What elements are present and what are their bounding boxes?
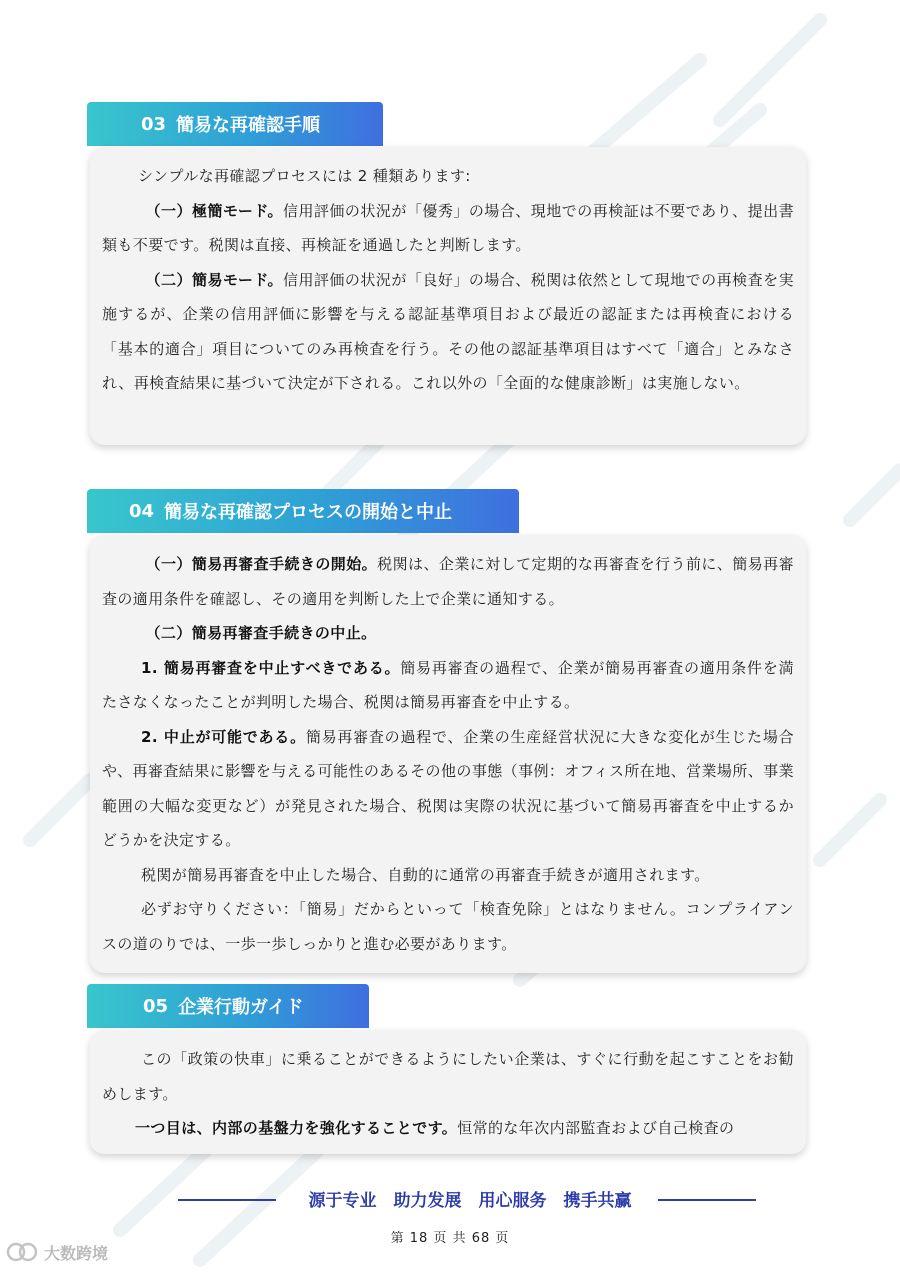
paragraph-text: 信用評価の状況が「良好」の場合、税関は依然として現地での再検査を実施するが、企業の信用評価に影響を与える認証基準項目および最近の認証または再検査における「基本的適合」項目についてのみ再検査を行う。その他の認証基準項目はすべて「適合」とみなされ、再検査結果に基づいて決定が下される。これ以外の「全面的な健康診断」は実施しない。 xyxy=(102,270,794,392)
paragraph-text: 簡易再審査の過程で、企業が簡易再審査の適用条件を満たさなくなったことが判明した場合、税関は簡易再審査を中止する。 xyxy=(102,658,795,711)
section-header-05 xyxy=(87,984,369,1028)
section-title: 簡易な再確認プロセスの開始と中止 xyxy=(164,502,453,523)
brand-logo-icon xyxy=(6,1240,40,1264)
paragraph-bold: （一）簡易再審査手続きの開始。 xyxy=(145,555,378,573)
paragraph xyxy=(102,1111,794,1146)
section-title: 企業行動ガイド xyxy=(178,997,304,1018)
footer-slogan: 源于专业 助力发展 用心服务 携手共赢 xyxy=(308,1191,632,1211)
paragraph-bold: （二）簡易再審査手続きの中止。 xyxy=(145,624,377,642)
paragraph-text: 必ずお守りください：「簡易」だからといって「検査免除」とはなりません。コンプライアンスの道のりでは、一歩一歩しっかりと進む必要があります。 xyxy=(102,900,794,953)
brand-logo xyxy=(6,1240,108,1264)
section-title: 簡易な再確認手順 xyxy=(176,115,321,136)
paragraph xyxy=(102,194,794,263)
paragraph-text: 税関は、企業に対して定期的な再審査を行う前に、簡易再審査の適用条件を確認し、その適用を判断した上で企業に通知する。 xyxy=(102,555,794,608)
footer-rule-right xyxy=(658,1199,756,1201)
paragraph-bold: 2. 中止が可能である。 xyxy=(141,727,306,746)
paragraph xyxy=(102,892,794,961)
paragraph xyxy=(102,858,794,893)
paragraph xyxy=(102,547,794,616)
section-card-03 xyxy=(90,147,806,445)
paragraph-bold: 一つ目は、内部の基盤力を強化することです。 xyxy=(135,1119,458,1137)
section-card-05 xyxy=(90,1030,806,1154)
paragraph xyxy=(102,616,794,651)
section-header-04 xyxy=(87,489,519,533)
paragraph-text: 信用評価の状況が「優秀」の場合、現地での再検証は不要であり、提出書類も不要です。税関は直接、再検証を通過したと判断します。 xyxy=(102,201,794,254)
page-number: 第 18 页 共 68 页 xyxy=(390,1231,510,1246)
paragraph-text: この「政策の快車」に乗ることができるようにしたい企業は、すぐに行動を起こすことをお勧めします。 xyxy=(102,1050,794,1103)
brand-logo-text: 大数跨境 xyxy=(44,1243,109,1263)
paragraph xyxy=(102,720,794,858)
paragraph-bold: （一）極簡モード。 xyxy=(145,201,283,220)
section-card-04 xyxy=(90,535,806,973)
paragraph-text: 恒常的な年次内部監査および自己検査の xyxy=(457,1119,735,1137)
section-number: 05 xyxy=(143,995,169,1017)
paragraph-text: シンプルな再確認プロセスには 2 種類あります: xyxy=(138,167,471,185)
paragraph-text: 税関が簡易再審査を中止した場合、自動的に通常の再審査手続きが適用されます。 xyxy=(141,865,710,884)
paragraph xyxy=(102,651,794,720)
paragraph xyxy=(102,263,794,401)
section-header-03 xyxy=(87,102,383,146)
paragraph-text: 簡易再審査の過程で、企業の生産経営状況に大きな変化が生じた場合や、再審査結果に影響を与える可能性のあるその他の事態（事例：オフィス所在地、営業場所、事業範囲の大幅な変更など）が発見された場合、税関は実際の状況に基づいて簡易再審査を中止するかどうかを決定する。 xyxy=(102,727,794,849)
paragraph-bold: 1. 簡易再審査を中止すべきである。 xyxy=(141,658,401,677)
paragraph xyxy=(102,159,794,194)
paragraph-bold: （二）簡易モード。 xyxy=(145,270,283,289)
section-number: 03 xyxy=(141,113,167,135)
footer-rule-left xyxy=(178,1199,276,1201)
paragraph xyxy=(102,1042,794,1111)
section-number: 04 xyxy=(129,500,155,522)
